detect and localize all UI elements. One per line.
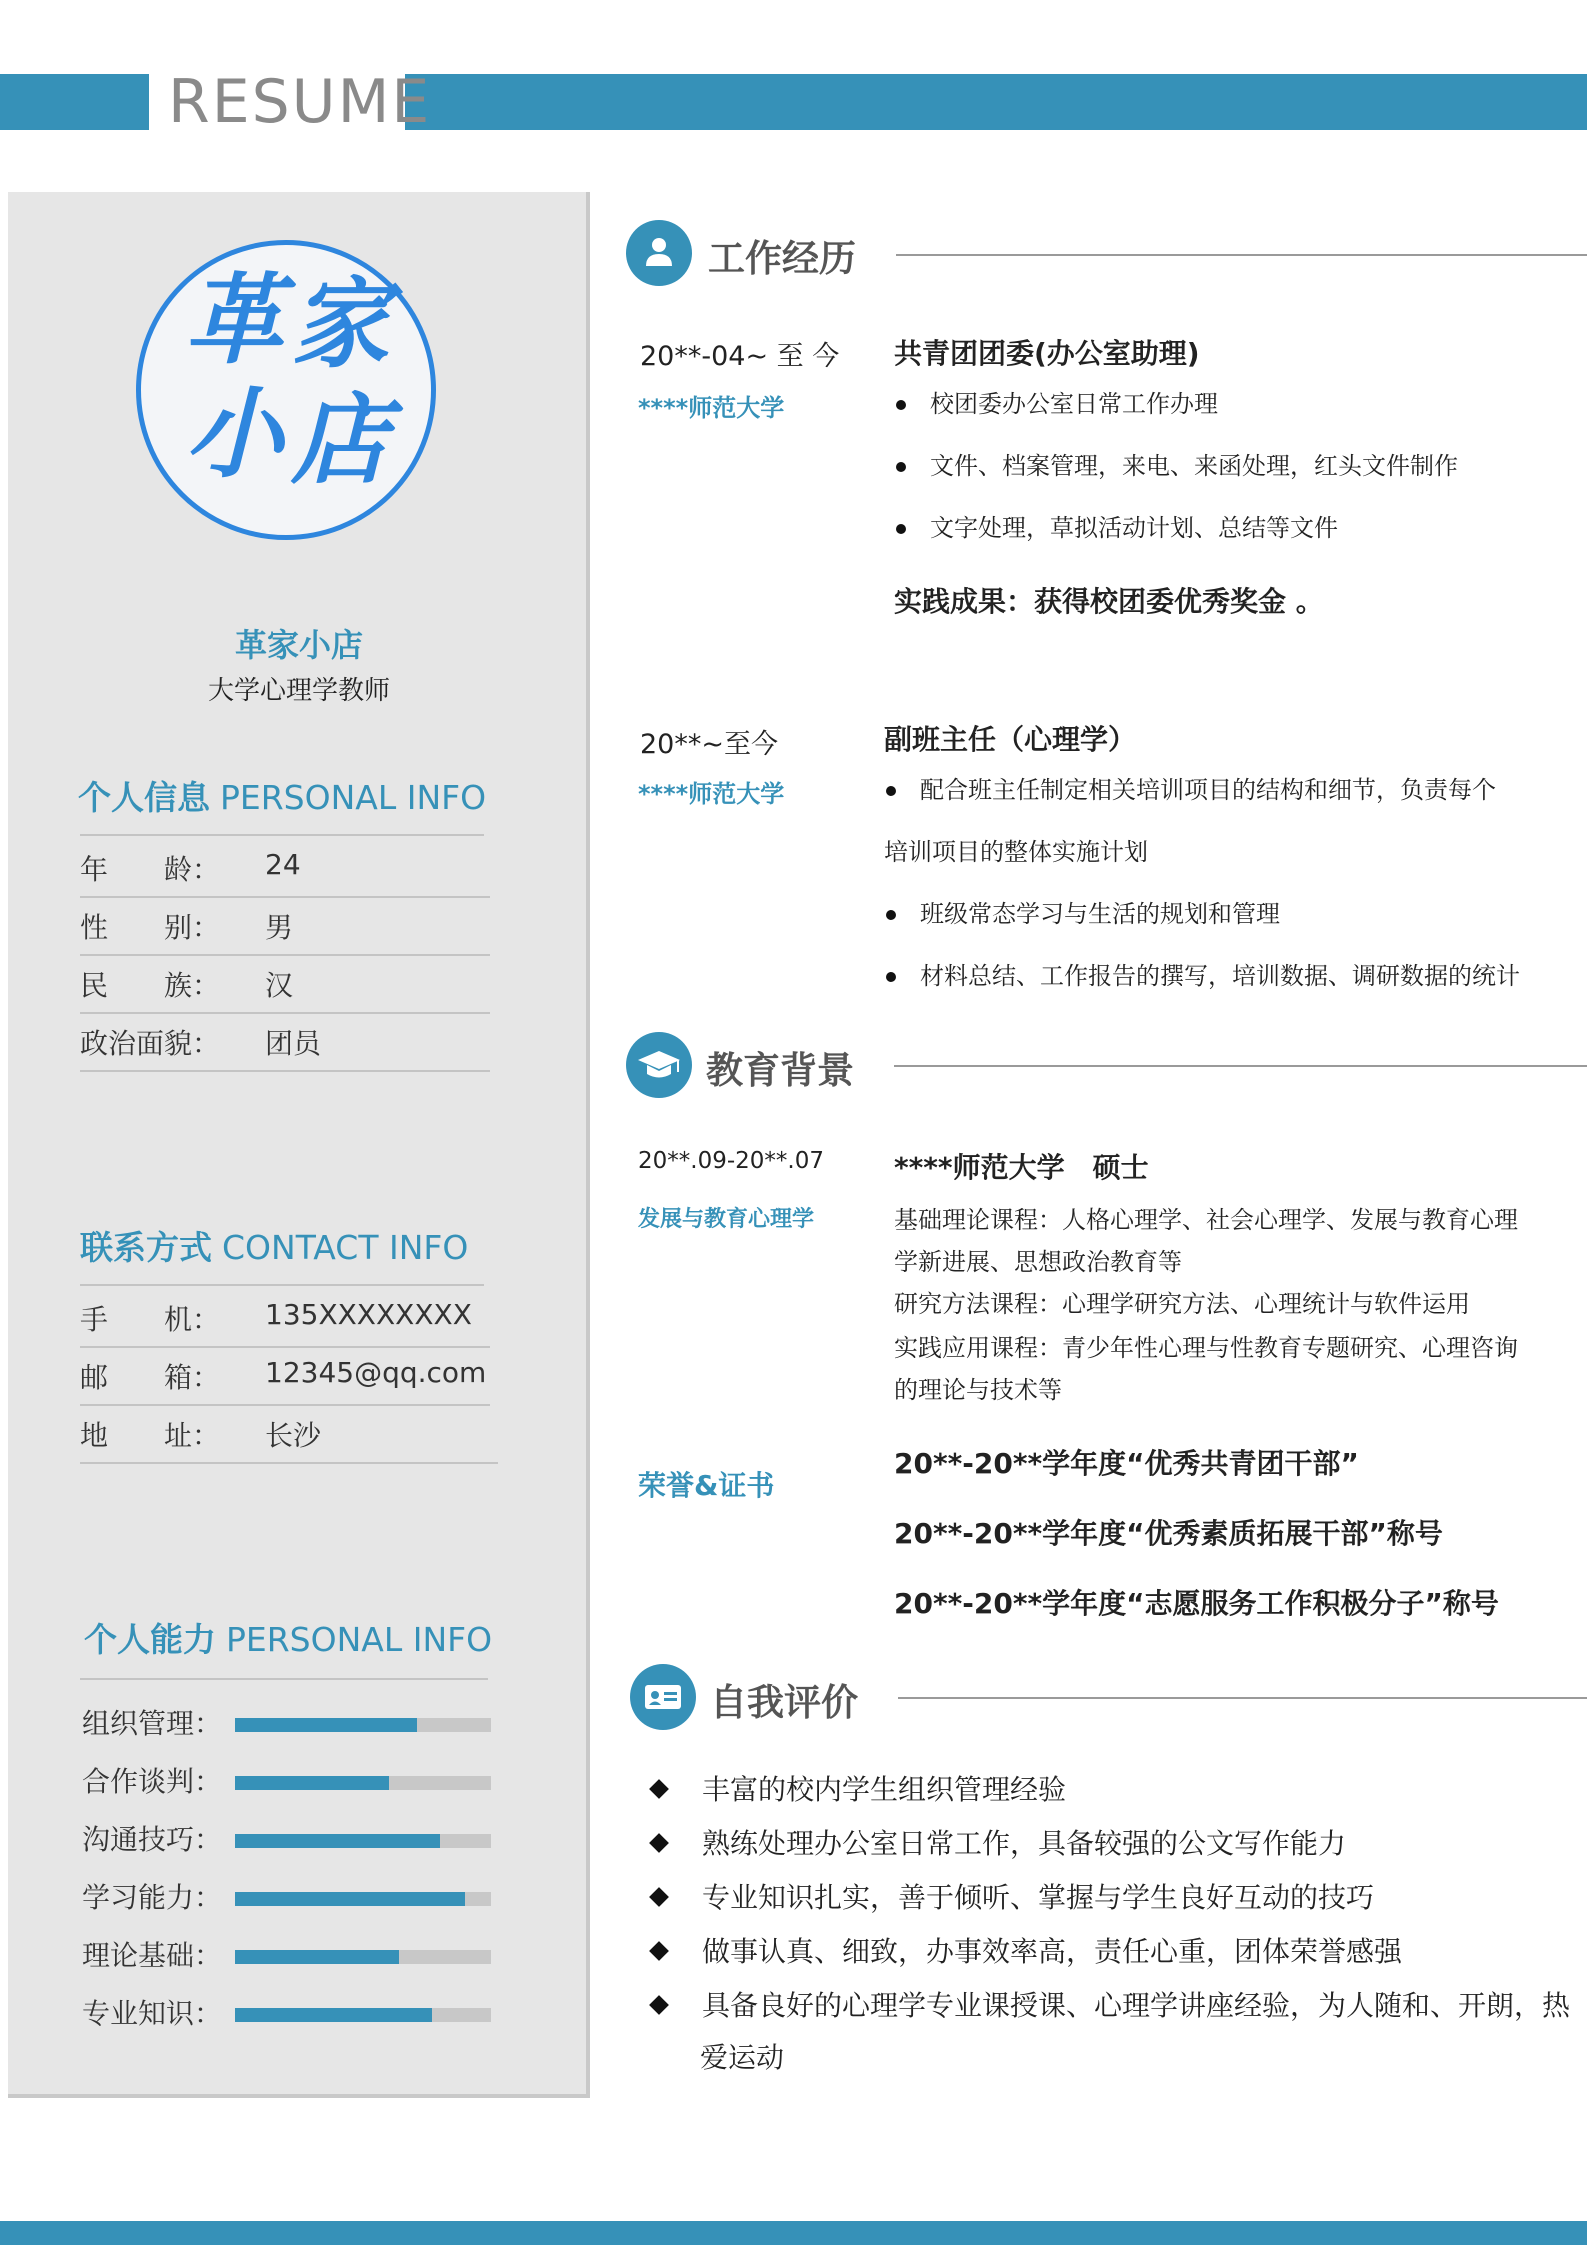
id-card-icon [630,1664,696,1730]
job-bullet: 校团委办公室日常工作办理 [896,384,1218,419]
logo-char: 店 [291,383,390,498]
info-row-political [80,1012,490,1072]
job-bullet: 班级常态学习与生活的规划和管理 [886,894,1280,929]
education-rule [894,1065,1587,1067]
skill-row [82,1818,492,1860]
logo-char: 革 [185,263,284,378]
profile-role: 大学心理学教师 [207,676,390,706]
job-bullet-continuation: 培训项目的整体实施计划 [884,838,1148,866]
edu-major: 发展与教育心理学 [638,1207,815,1232]
info-value: 12345@qq.com [265,1356,487,1389]
self-eval-item: 具备良好的心理学专业课授课、心理学讲座经验，为人随和、开朗，热 [652,1984,1570,2024]
info-value: 长沙 [265,1419,322,1452]
honor-item: 20**-20**学年度“志愿服务工作积极分子”称号 [894,1587,1499,1620]
job-achievement: 实践成果：获得校团委优秀奖金 。 [894,585,1324,618]
info-row-phone [80,1288,490,1348]
self-eval-item: 丰富的校内学生组织管理经验 [652,1768,1066,1808]
self-eval-rule [898,1697,1587,1699]
job-title: 共青团团委(办公室助理) [894,337,1200,370]
self-eval-icon [630,1664,696,1730]
info-row-email [80,1346,490,1406]
heading-cn: 个人能力 [84,1620,216,1659]
education-icon [626,1032,692,1098]
heading-en: CONTACT INFO [222,1228,469,1267]
skill-bar-track [235,1718,491,1732]
skill-label: 合作谈判： [82,1765,223,1798]
info-value: 135XXXXXXXX [265,1298,472,1331]
job-date: 20**~至今 [640,729,778,760]
skill-row [82,1934,492,1976]
skill-bar-fill [235,2008,432,2022]
edu-line: 学新进展、思想政治教育等 [894,1248,1182,1276]
header-bar-right [405,74,1587,130]
info-row-ethnicity [80,954,490,1014]
skill-row [82,1760,492,1802]
self-eval-heading: 自我评价 [710,1681,858,1724]
info-label: 邮 箱： [80,1361,221,1394]
job-bullet: 材料总结、工作报告的撰写，培训数据、调研数据的统计 [886,956,1520,991]
graduation-cap-icon [626,1032,692,1098]
job-org: ****师范大学 [638,780,785,808]
info-row-gender [80,896,490,956]
job-bullet: 配合班主任制定相关培训项目的结构和细节，负责每个 [886,770,1496,805]
honor-item: 20**-20**学年度“优秀共青团干部” [894,1447,1359,1480]
job-bullet: 文件、档案管理，来电、来函处理，红头文件制作 [896,446,1458,481]
info-value: 团员 [265,1027,322,1060]
skill-bar-fill [235,1834,440,1848]
person-icon [626,220,692,286]
work-heading: 工作经历 [708,237,856,280]
heading-en: PERSONAL INFO [226,1620,493,1659]
heading-cn: 联系方式 [80,1228,212,1267]
heading-en: PERSONAL INFO [220,778,487,817]
footer-bar [0,2221,1587,2245]
skill-bar-fill [235,1718,417,1732]
logo-seal [136,240,436,540]
info-label: 民 族： [80,969,221,1002]
honors-label: 荣誉&证书 [638,1469,775,1502]
info-label: 地 址： [80,1419,221,1452]
work-icon [626,220,692,286]
skill-bar-track [235,1776,491,1790]
self-eval-item: 熟练处理办公室日常工作，具备较强的公文写作能力 [652,1822,1346,1862]
skills-heading [84,1614,492,1661]
header-bar-left [0,74,149,130]
honor-item: 20**-20**学年度“优秀素质拓展干部”称号 [894,1517,1443,1550]
self-eval-item: 做事认真、细致，办事效率高，责任心重，团体荣誉感强 [652,1930,1402,1970]
edu-line: 基础理论课程：人格心理学、社会心理学、发展与教育心理 [894,1206,1518,1234]
info-value: 汉 [265,969,294,1002]
skill-label: 沟通技巧： [82,1823,223,1856]
resume-title: RESUME [168,67,432,137]
work-rule [896,254,1587,256]
info-row-age [80,838,490,898]
skill-label: 学习能力： [82,1881,223,1914]
skill-label: 专业知识： [82,1997,223,2030]
skill-bar-track [235,2008,491,2022]
skill-bar-fill [235,1776,389,1790]
info-label: 性 别： [80,911,221,944]
job-org: ****师范大学 [638,394,785,422]
education-heading: 教育背景 [706,1049,854,1092]
skill-label: 组织管理： [82,1707,223,1740]
edu-line: 实践应用课程：青少年性心理与性教育专题研究、心理咨询 [894,1334,1518,1362]
info-row-address [80,1404,498,1464]
info-value: 24 [265,848,301,881]
divider [80,1284,484,1286]
contact-info-heading [80,1222,468,1269]
self-eval-item: 专业知识扎实，善于倾听、掌握与学生良好互动的技巧 [652,1876,1374,1916]
skill-row [82,1992,492,2034]
skill-bar-fill [235,1892,465,1906]
skill-bar-fill [235,1950,399,1964]
divider [80,834,484,836]
skill-bar-track [235,1950,491,1964]
job-title: 副班主任（心理学） [884,723,1137,756]
edu-date: 20**.09-20**.07 [638,1148,824,1174]
job-bullet: 文字处理，草拟活动计划、总结等文件 [896,508,1338,543]
profile-name: 革家小店 [234,626,363,664]
info-label: 年 龄： [80,853,221,886]
personal-info-heading [78,772,486,819]
info-label: 手 机： [80,1303,221,1336]
divider [80,1678,488,1680]
edu-line: 研究方法课程：心理学研究方法、心理统计与软件运用 [894,1290,1470,1318]
heading-cn: 个人信息 [78,778,210,817]
info-label: 政治面貌： [80,1027,221,1060]
skill-row [82,1876,492,1918]
logo-char: 小 [185,377,284,492]
edu-school: ****师范大学 硕士 [894,1151,1149,1184]
skill-row [82,1702,492,1744]
self-eval-item-continuation: 爱运动 [700,2041,785,2074]
edu-line: 的理论与技术等 [894,1376,1062,1404]
logo-char: 家 [291,267,390,382]
skill-label: 理论基础： [82,1939,223,1972]
skill-bar-track [235,1834,491,1848]
job-date: 20**-04~ 至 今 [640,341,840,372]
skill-bar-track [235,1892,491,1906]
info-value: 男 [265,911,294,944]
